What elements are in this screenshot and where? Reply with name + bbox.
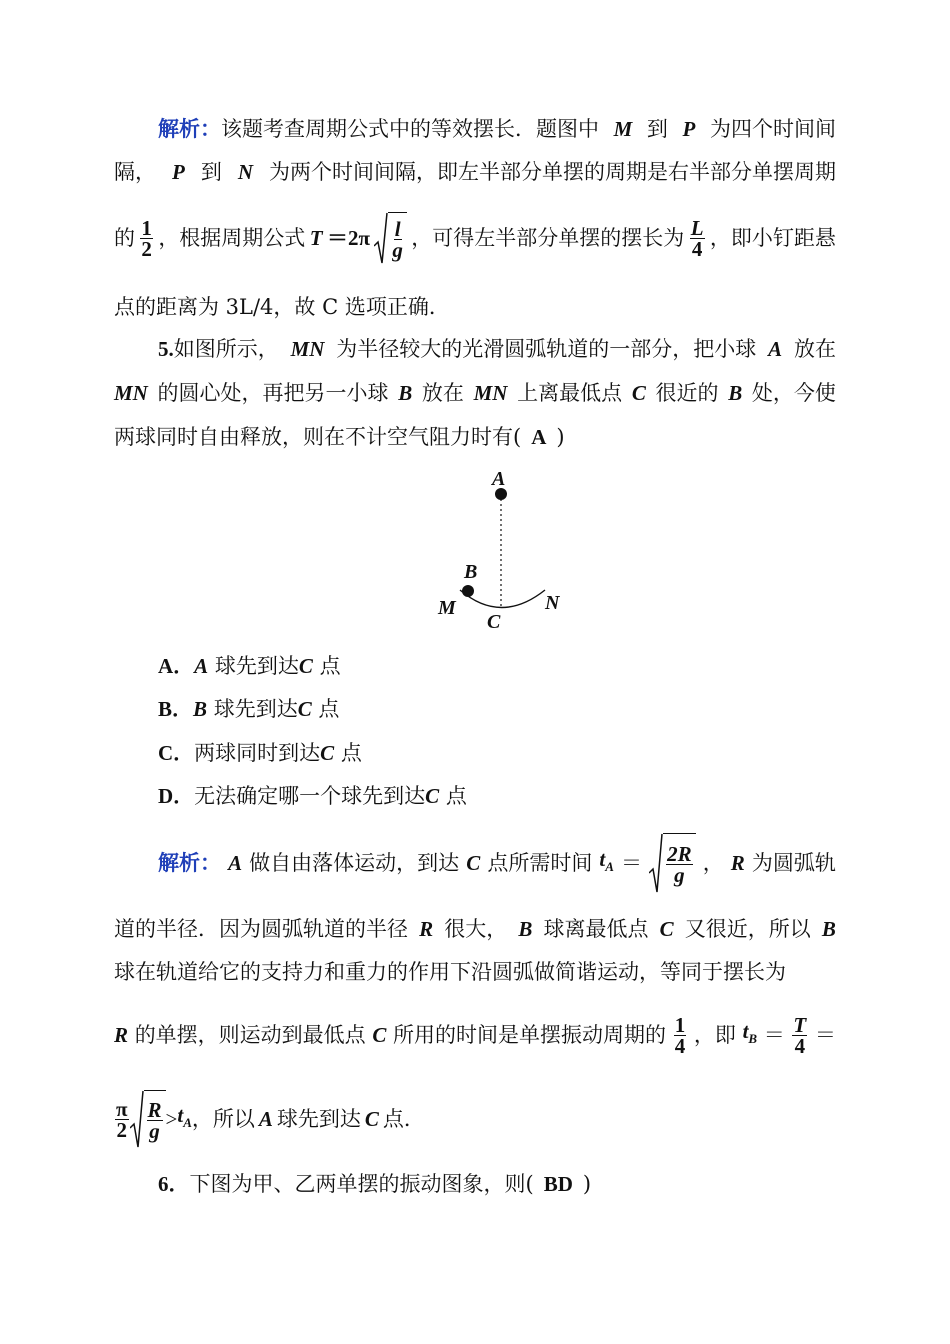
analysis-1-line-1: 解析：该题考查周期公式中的等效摆长．题图中 M 到 P 为四个时间间 [158,116,836,141]
question-5-line-1: 5.如图所示， MN 为半径较大的光滑圆弧轨道的一部分，把小球 A 放在 [158,337,836,361]
radical-sign [130,1090,144,1148]
pendulum-arc-figure [420,465,580,645]
label-C: C [487,611,501,633]
fraction-pi-over-2: $\frac{\pi}{2}$ [116,1096,128,1142]
question-6-line: 6．下图为甲、乙两单摆的振动图象，则( BD ) [158,1172,592,1196]
label-B: B [464,561,478,583]
option-b[interactable]: B．B 球先到达C 点 [158,697,340,721]
fraction-L-over-4: $\frac{L}{4}$ [690,215,704,261]
ball-B [462,585,474,597]
analysis-2-line-4: R 的单摆，则运动到最低点 C 所用的时间是单摆振动周期的 $\frac{1}{4}$ ，即 $t_B$ ＝ $\frac{T}{4}$ ＝ [114,1012,836,1058]
sqrt-2R-over-g: $\frac{2R}{g}$ [649,833,696,893]
analysis-label: 解析： [158,116,221,141]
analysis-2-line-5: $\frac{\pi}{2}$ $\frac{R}{g}$ > $t_A$ ，所以 A 球先到达 C 点． [114,1086,836,1152]
fraction-one-half: $\frac{1}{2}$ [141,215,152,261]
analysis-2-line-3: 球在轨道给它的支持力和重力的作用下沿圆弧做简谐运动，等同于摆长为 [114,960,786,984]
label-N: N [545,592,560,614]
sqrt-l-over-g: $\frac{l}{g}$ [374,212,407,264]
option-a[interactable]: A．A 球先到达C 点 [158,654,341,678]
option-c[interactable]: C．两球同时到达C 点 [158,741,362,765]
radical-sign [649,833,663,893]
question-5-answer: A [531,425,547,449]
question-5-line-2: MN 的圆心处，再把另一小球 B 放在 MN 上离最低点 C 很近的 B 处，今使 [114,381,836,405]
analysis-1-line-2: 隔， P 到 N 为两个时间间隔，即左半部分单摆的周期是右半部分单摆周期 [114,160,836,184]
fraction-one-quarter: $\frac{1}{4}$ [674,1012,686,1058]
sqrt-R-over-g: $\frac{R}{g}$ [130,1090,166,1148]
question-6-answer: BD [543,1172,573,1196]
analysis-2-line-1: 解析： A 做自由落体运动，到达 C 点所需时间 $t_A$ ＝ $\frac{2R}{g}$ ， R 为圆弧轨 [158,830,836,896]
fraction-T-over-4: $\frac{T}{4}$ [793,1012,807,1058]
question-6-number: 6． [158,1172,190,1196]
analysis-2-line-2: 道的半径．因为圆弧轨道的半径 R 很大， B 球离最低点 C 又很近，所以 B [114,917,836,941]
label-A: A [492,468,506,490]
analysis-1-line-3: 的 $\frac{1}{2}$ ，根据周期公式 T ＝2π $\frac{l}{g}$ ，可得左半部分单摆的摆长为 $\frac{L}{4}$ ，即小钉距悬 [114,208,836,268]
radical-sign [374,212,388,264]
option-d[interactable]: D．无法确定哪一个球先到达C 点 [158,784,467,808]
question-5-number: 5. [158,337,174,361]
label-M: M [438,597,456,619]
question-5-line-3: 两球同时自由释放，则在不计空气阻力时有( A ) [114,425,565,449]
analysis-1-line-4: 点的距离为 3L/4，故 C 选项正确． [114,295,450,319]
